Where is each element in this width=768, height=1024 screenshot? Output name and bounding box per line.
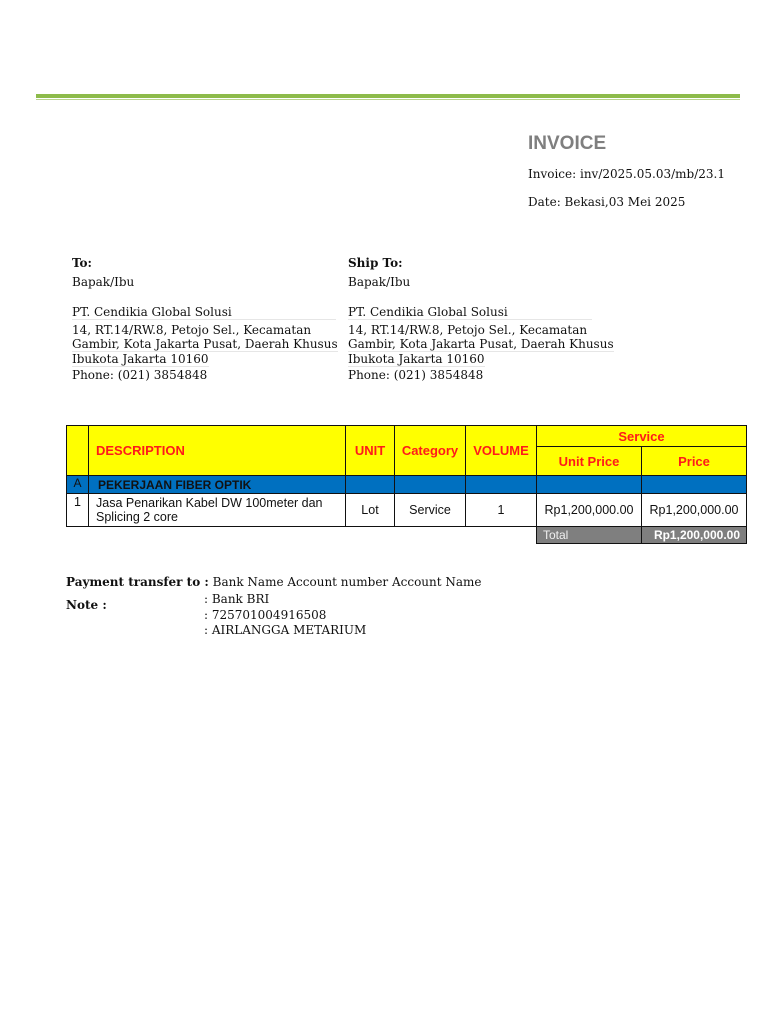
ship-to-label: Ship To: xyxy=(348,256,403,270)
bill-to-company: PT. Cendikia Global Solusi xyxy=(72,305,336,320)
ship-to-company: PT. Cendikia Global Solusi xyxy=(348,305,592,320)
header-price: Price xyxy=(642,447,747,476)
total-value: Rp1,200,000.00 xyxy=(642,527,747,544)
payment-text: Bank Name Account number Account Name xyxy=(212,575,482,589)
payment-line xyxy=(66,575,482,589)
row-unit-price: Rp1,200,000.00 xyxy=(537,494,642,527)
payment-account-number: : 725701004916508 xyxy=(204,607,327,622)
section-title: PEKERJAAN FIBER OPTIK xyxy=(89,476,346,494)
invoice-date: Date: Bekasi,03 Mei 2025 xyxy=(528,195,686,209)
ship-to-address-2: Gambir, Kota Jakarta Pusat, Daerah Khusus xyxy=(348,337,614,351)
ship-to-address-1: 14, RT.14/RW.8, Petojo Sel., Kecamatan xyxy=(348,323,588,337)
total-label: Total xyxy=(537,527,642,544)
row-number: 1 xyxy=(67,494,89,527)
payment-details xyxy=(204,592,366,639)
section-cell xyxy=(537,476,642,494)
table-row xyxy=(67,494,747,527)
bill-to-address-1: 14, RT.14/RW.8, Petojo Sel., Kecamatan xyxy=(72,323,312,337)
payment-account-name: : AIRLANGGA METARIUM xyxy=(204,623,367,637)
note-label: Note : xyxy=(66,598,107,612)
header-rule-thin xyxy=(36,99,740,100)
row-category: Service xyxy=(395,494,466,527)
ship-to-block xyxy=(348,256,614,382)
header-unit: UNIT xyxy=(346,426,395,476)
payment-label: Payment transfer to : xyxy=(66,575,209,589)
header-unit-price: Unit Price xyxy=(537,447,642,476)
section-code: A xyxy=(67,476,89,494)
bill-to-phone: Phone: (021) 3854848 xyxy=(72,368,208,382)
invoice-items-table xyxy=(66,425,747,544)
section-cell xyxy=(346,476,395,494)
row-description-line-2: Splicing 2 core xyxy=(96,510,178,524)
header-service: Service xyxy=(537,426,747,447)
header-number-cell xyxy=(67,426,89,476)
bill-to-salutation: Bapak/Ibu xyxy=(72,275,135,289)
header-volume: VOLUME xyxy=(466,426,537,476)
section-row xyxy=(67,476,747,494)
invoice-number: Invoice: inv/2025.05.03/mb/23.1 xyxy=(528,167,725,181)
bill-to-block xyxy=(72,256,338,382)
section-cell xyxy=(466,476,537,494)
ship-to-phone: Phone: (021) 3854848 xyxy=(348,368,484,382)
header-rule xyxy=(36,94,740,98)
section-cell xyxy=(395,476,466,494)
payment-bank: : Bank BRI xyxy=(204,592,270,606)
header-category: Category xyxy=(395,426,466,476)
row-description xyxy=(89,494,346,527)
ship-to-address-3: Ibukota Jakarta 10160 xyxy=(348,352,485,366)
total-spacer xyxy=(67,527,537,544)
bill-to-label: To: xyxy=(72,256,92,270)
table-header-row-1 xyxy=(67,426,747,447)
header-description: DESCRIPTION xyxy=(89,426,346,476)
section-cell xyxy=(642,476,747,494)
invoice-title: INVOICE xyxy=(528,133,607,154)
ship-to-salutation: Bapak/Ibu xyxy=(348,275,411,289)
total-row xyxy=(67,527,747,544)
bill-to-address-3: Ibukota Jakarta 10160 xyxy=(72,352,209,366)
row-price: Rp1,200,000.00 xyxy=(642,494,747,527)
bill-to-address-2: Gambir, Kota Jakarta Pusat, Daerah Khusus xyxy=(72,337,338,351)
row-description-line-1: Jasa Penarikan Kabel DW 100meter dan xyxy=(96,496,323,510)
row-volume: 1 xyxy=(466,494,537,527)
row-unit: Lot xyxy=(346,494,395,527)
